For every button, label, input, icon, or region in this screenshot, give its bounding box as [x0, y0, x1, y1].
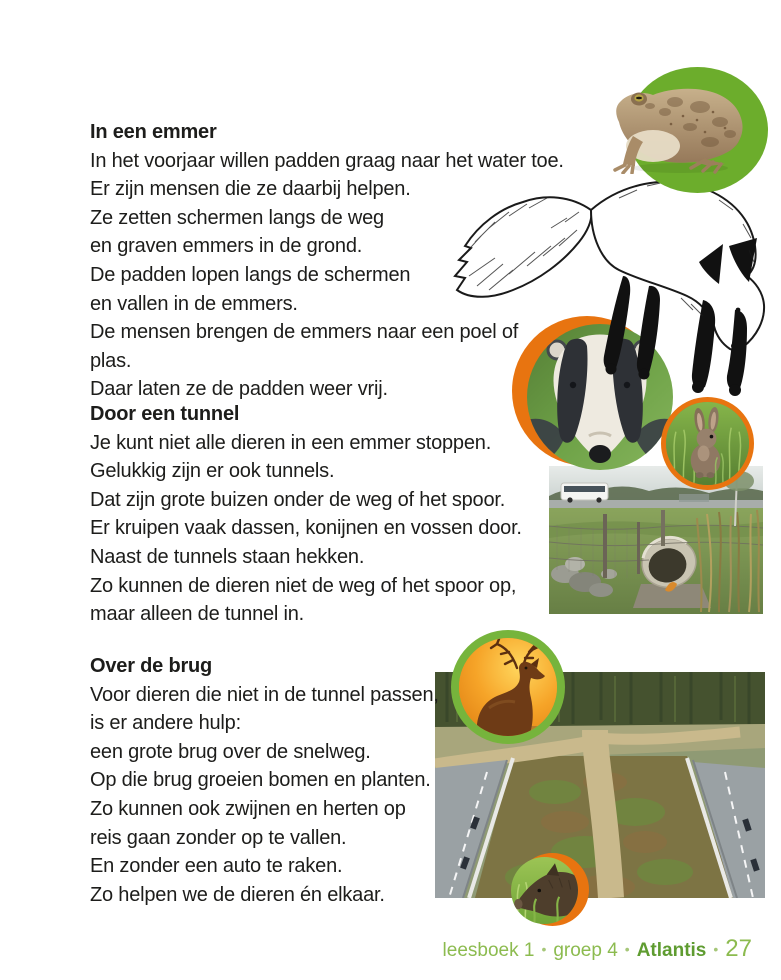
section-heading: In een emmer: [90, 121, 217, 143]
section-over-de-brug: [90, 652, 564, 909]
rabbit-illustration: [666, 402, 749, 485]
rabbit-photo: [661, 397, 754, 490]
section-heading: Over de brug: [90, 655, 213, 677]
text-line: reis gaan zonder op te vallen.: [90, 826, 347, 849]
text-line: Er zijn mensen die ze daarbij helpen.: [90, 178, 411, 201]
section-in-een-emmer: [90, 118, 564, 404]
text-line: Op die brug groeien bomen en planten.: [90, 769, 431, 792]
toad-photo: [605, 72, 755, 174]
footer-group-label: groep 4: [553, 940, 618, 961]
footer-separator: •: [541, 941, 547, 957]
text-line: en vallen in de emmers.: [90, 292, 298, 315]
page-footer: [443, 935, 752, 963]
tunnel-photo-illustration: [549, 466, 763, 614]
text-line: De padden lopen langs de schermen: [90, 263, 411, 286]
text-line: Zo helpen we de dieren én elkaar.: [90, 883, 385, 906]
text-line: een grote brug over de snelweg.: [90, 740, 371, 763]
text-line: is er andere hulp:: [90, 712, 241, 735]
footer-separator: •: [624, 941, 630, 957]
section-heading: Door een tunnel: [90, 403, 240, 425]
tunnel-photo: [549, 466, 763, 614]
section-door-een-tunnel: [90, 400, 564, 629]
text-line: Dat zijn grote buizen onder de weg of het spoor.: [90, 488, 506, 511]
footer-page-number: 27: [725, 935, 752, 962]
footer-series-label: Atlantis: [636, 940, 707, 961]
text-line: Naast de tunnels staan hekken.: [90, 545, 365, 568]
footer-separator: •: [713, 941, 719, 957]
text-line: Je kunt niet alle dieren in een emmer stoppen.: [90, 431, 492, 454]
text-line: Zo kunnen ook zwijnen en herten op: [90, 797, 406, 820]
text-line: maar alleen de tunnel in.: [90, 603, 305, 626]
text-line: Daar laten ze de padden weer vrij.: [90, 378, 388, 401]
text-line: en graven emmers in de grond.: [90, 235, 363, 258]
text-line: Voor dieren die niet in de tunnel passen,: [90, 683, 439, 706]
text-line: En zonder een auto te raken.: [90, 855, 343, 878]
text-line: In het voorjaar willen padden graag naar het water toe.: [90, 149, 564, 172]
text-line: Er kruipen vaak dassen, konijnen en vossen door.: [90, 517, 522, 540]
text-line: Zo kunnen de dieren niet de weg of het spoor op,: [90, 574, 517, 597]
text-line: Ze zetten schermen langs de weg: [90, 206, 384, 229]
text-line: De mensen brengen de emmers naar een poel of plas.: [90, 321, 519, 372]
footer-book-label: leesboek 1: [442, 940, 535, 961]
text-line: Gelukkig zijn er ook tunnels.: [90, 460, 335, 483]
